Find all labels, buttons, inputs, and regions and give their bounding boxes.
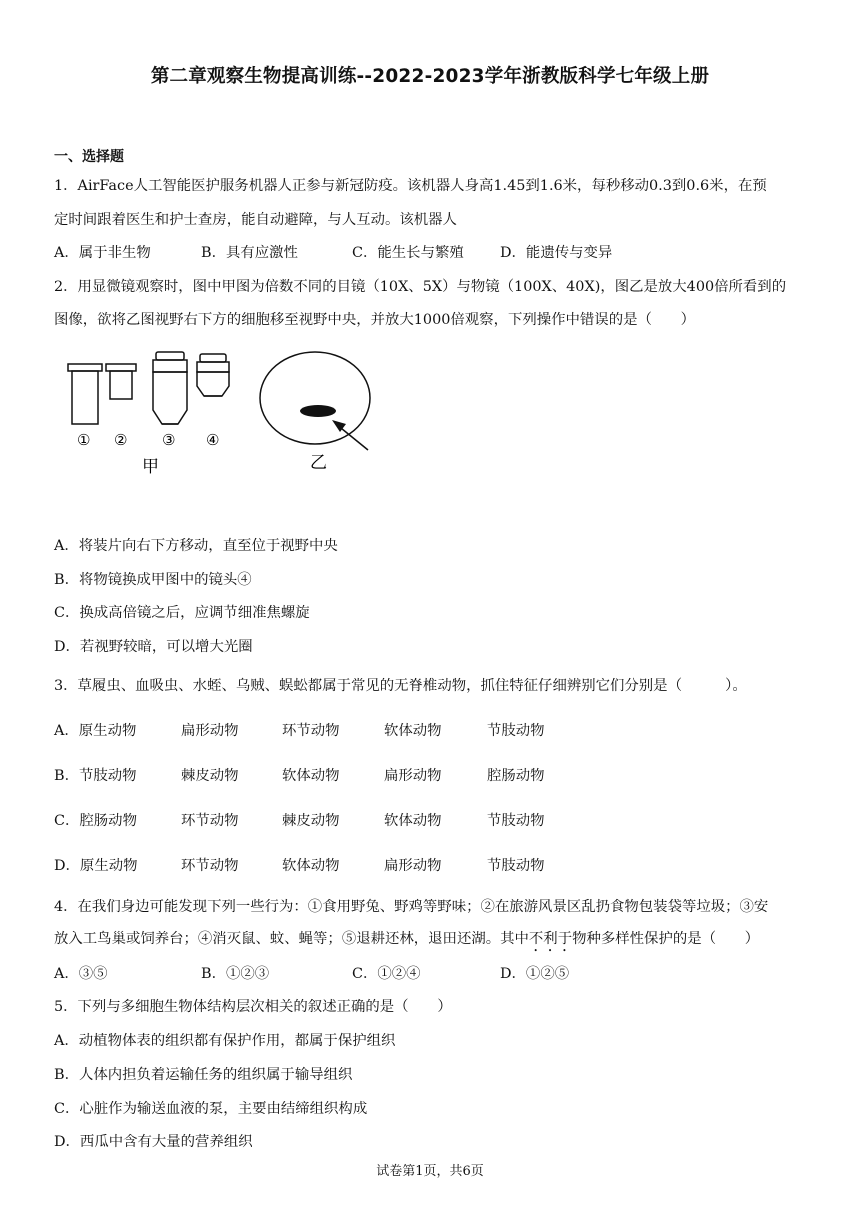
figure-caption-yi: 乙 xyxy=(310,453,327,473)
figure-caption-jia: 甲 xyxy=(142,457,159,477)
q2-option-c[interactable]: C．换成高倍镜之后，应调节细准焦螺旋 xyxy=(54,605,310,621)
q4-stem-line2 xyxy=(54,927,759,955)
q3-d-cell-4: 扁形动物 xyxy=(384,858,442,874)
q3-d-cell-2: 环节动物 xyxy=(181,858,239,874)
q4-option-d[interactable]: D．①②⑤ xyxy=(500,966,570,982)
lens-1-icon xyxy=(68,364,102,424)
q3-c-cell-4: 软体动物 xyxy=(384,813,442,829)
q3-a-cell-5: 节肢动物 xyxy=(487,723,545,739)
q5-option-c[interactable]: C．心脏作为输送血液的泵，主要由结缔组织构成 xyxy=(54,1101,368,1117)
q1-option-b[interactable]: B．具有应激性 xyxy=(201,245,298,261)
q4-option-b[interactable]: B．①②③ xyxy=(201,966,270,982)
q5-option-a[interactable]: A．动植物体表的组织都有保护作用，都属于保护组织 xyxy=(54,1033,396,1049)
q3-b-cell-2: 棘皮动物 xyxy=(181,768,239,784)
q5-option-b[interactable]: B．人体内担负着运输任务的组织属于输导组织 xyxy=(54,1067,353,1083)
q2-stem-line2: 图像，欲将乙图视野右下方的细胞移至视野中央，并放大1000倍观察，下列操作中错误的是（ ） xyxy=(54,312,696,328)
lens-2-icon xyxy=(106,364,136,399)
lens-label-4: ④ xyxy=(206,431,220,449)
q3-b-cell-3: 软体动物 xyxy=(282,768,340,784)
q3-c-cell-3: 棘皮动物 xyxy=(282,813,340,829)
q4-stem-post: 物种多样性保护的是（ ） xyxy=(572,931,760,947)
q4-stem-pre: 放入工鸟巢或饲养台；④消灭鼠、蚊、蝇等；⑤退耕还林，退田还湖。其中 xyxy=(54,931,529,947)
q3-a-cell-4: 软体动物 xyxy=(384,723,442,739)
lens-label-3: ③ xyxy=(162,431,176,449)
q3-option-b[interactable] xyxy=(54,764,654,784)
lens-label-1: ① xyxy=(77,431,91,449)
q3-option-a[interactable] xyxy=(54,719,654,739)
q3-b-cell-5: 腔肠动物 xyxy=(487,768,545,784)
q1-option-c[interactable]: C．能生长与繁殖 xyxy=(352,245,464,261)
q1-stem-line2: 定时间跟着医生和护士查房，能自动避障，与人互动。该机器人 xyxy=(54,212,457,228)
q3-stem: 3．草履虫、血吸虫、水蛭、乌贼、蜈蚣都属于常见的无脊椎动物，抓住特征仔细辨别它们分别是（ ）。 xyxy=(54,678,747,694)
q3-option-d[interactable] xyxy=(54,854,654,874)
page-footer: 试卷第1页，共6页 xyxy=(376,1164,484,1179)
microscope-figure xyxy=(60,350,380,480)
q2-option-d[interactable]: D．若视野较暗，可以增大光圈 xyxy=(54,639,253,655)
q3-c-cell-2: 环节动物 xyxy=(181,813,239,829)
q4-option-c[interactable]: C．①②④ xyxy=(352,966,421,982)
q5-option-d[interactable]: D．西瓜中含有大量的营养组织 xyxy=(54,1134,253,1150)
q3-b-cell-1: B．节肢动物 xyxy=(54,768,137,784)
q2-option-b[interactable]: B．将物镜换成甲图中的镜头④ xyxy=(54,572,252,588)
q3-b-cell-4: 扁形动物 xyxy=(384,768,442,784)
q3-d-cell-5: 节肢动物 xyxy=(487,858,545,874)
lens-3-icon xyxy=(153,352,187,424)
section-heading: 一、选择题 xyxy=(54,149,124,165)
q5-stem: 5．下列与多细胞生物体结构层次相关的叙述正确的是（ ） xyxy=(54,999,452,1015)
q4-option-a[interactable]: A．③⑤ xyxy=(54,966,108,982)
q4-emphasis: 不利于 xyxy=(528,931,573,947)
q3-c-cell-1: C．腔肠动物 xyxy=(54,813,137,829)
q3-a-cell-3: 环节动物 xyxy=(282,723,340,739)
page-title: 第二章观察生物提高训练--2022-2023学年浙教版科学七年级上册 xyxy=(150,66,710,87)
q3-d-cell-1: D．原生动物 xyxy=(54,858,138,874)
q1-stem-line1: 1．AirFace人工智能医护服务机器人正参与新冠防疫。该机器人身高1.45到1.6米，每秒移动0.3到0.6米，在预 xyxy=(54,178,767,194)
q1-option-a[interactable]: A．属于非生物 xyxy=(54,245,151,261)
cell-image xyxy=(300,405,336,417)
q3-a-cell-1: A．原生动物 xyxy=(54,723,137,739)
q3-d-cell-3: 软体动物 xyxy=(282,858,340,874)
q3-option-c[interactable] xyxy=(54,809,654,829)
q4-stem-line1: 4．在我们身边可能发现下列一些行为：①食用野兔、野鸡等野味；②在旅游风景区乱扔食物包装袋等垃圾；③安 xyxy=(54,899,769,915)
q3-a-cell-2: 扁形动物 xyxy=(181,723,239,739)
lens-label-2: ② xyxy=(114,431,128,449)
q3-c-cell-5: 节肢动物 xyxy=(487,813,545,829)
q2-stem-line1: 2．用显微镜观察时，图中甲图为倍数不同的目镜（10X、5X）与物镜（100X、40X)，图乙是放大400倍所看到的 xyxy=(54,279,787,295)
q1-option-d[interactable]: D．能遗传与变异 xyxy=(500,245,613,261)
q2-option-a[interactable]: A．将装片向右下方移动，直至位于视野中央 xyxy=(54,538,338,554)
lens-4-icon xyxy=(197,354,229,396)
field-of-view-circle xyxy=(260,352,370,444)
